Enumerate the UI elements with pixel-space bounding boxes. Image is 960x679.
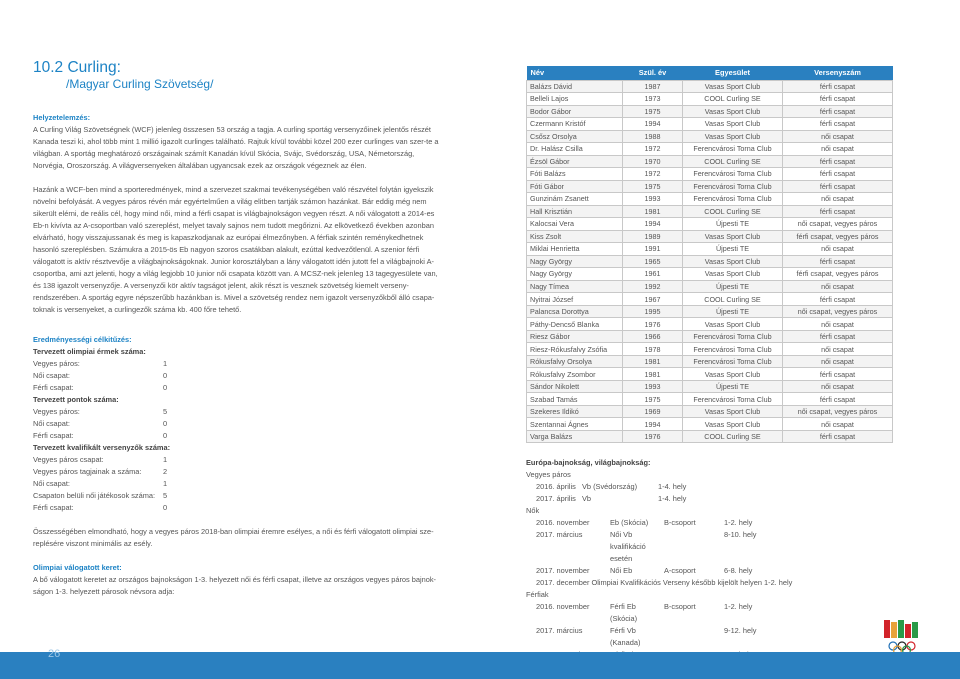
cell-club: Vasas Sport Club xyxy=(683,405,783,418)
kv-label: Női csapat: xyxy=(33,479,70,488)
cell-birth-year: 1976 xyxy=(623,430,683,443)
col-header-name: Név xyxy=(527,66,623,80)
result-cell: Női Eb xyxy=(610,566,633,575)
cell-club: Ferencvárosi Torna Club xyxy=(683,180,783,193)
cell-event: férfi csapat xyxy=(783,180,893,193)
table-row xyxy=(527,80,893,93)
table-header-row xyxy=(527,66,893,80)
cell-name: Sándor Nikolett xyxy=(527,380,623,393)
cell-club: Vasas Sport Club xyxy=(683,368,783,381)
cell-event: női csapat xyxy=(783,343,893,356)
cell-event: női csapat xyxy=(783,355,893,368)
cell-event: női csapat xyxy=(783,380,893,393)
cell-club: Vasas Sport Club xyxy=(683,255,783,268)
cell-birth-year: 1961 xyxy=(623,268,683,281)
cell-club: Vasas Sport Club xyxy=(683,80,783,93)
table-row xyxy=(527,168,893,181)
cell-name: Bodor Gábor xyxy=(527,105,623,118)
cell-name: Fóti Balázs xyxy=(527,168,623,181)
cell-name: Nagy György xyxy=(527,268,623,281)
kv-label: Vegyes páros: xyxy=(33,359,80,368)
col-header-club: Egyesület xyxy=(683,66,783,80)
kv-label: Férfi csapat: xyxy=(33,431,74,440)
cell-event: női csapat xyxy=(783,318,893,331)
result-cell: 2016. november xyxy=(536,518,590,527)
cell-event: férfi csapat xyxy=(783,80,893,93)
kv-value: 5 xyxy=(163,407,168,416)
cell-name: Fóti Gábor xyxy=(527,180,623,193)
cell-club: Újpesti TE xyxy=(683,280,783,293)
roster-table-wrapper xyxy=(526,66,892,443)
cell-birth-year: 1976 xyxy=(623,318,683,331)
cell-event: férfi csapat xyxy=(783,293,893,306)
cell-event: férfi csapat xyxy=(783,168,893,181)
table-row xyxy=(527,255,893,268)
kv-row xyxy=(33,382,441,394)
kv-row xyxy=(33,430,441,442)
cell-event: női csapat xyxy=(783,193,893,206)
cell-birth-year: 1966 xyxy=(623,330,683,343)
cell-club: Újpesti TE xyxy=(683,305,783,318)
footer-bar xyxy=(0,652,960,679)
table-row xyxy=(527,193,893,206)
result-row xyxy=(526,625,826,649)
intro-paragraph-2: Hazánk a WCF-ben mind a sporteredmények, mind a szervezet szakmai tevékenységében való részvétel folytán igyekszik növelni befolyását. A vegyes páros révén már egyértelműen a világ elitben tartják számon hazánkat. Bár eddig még nem sikerült elérni, de reális cél, hogy mind női, mind a férfi csapat is világbajnokságon vegyen részt. A női válogatott a 2014-es Eb-n kivívta az A-csoportban való szereplést, melyet tavaly sajnos nem tudott megőrizni. Az elkövetkező években azonban elvárható, hogy visszajussanak és meg is kapaszkodjanak az európai élmezőnyben. A férfiak szintén reménykedhetnek hasonló szereplésben. Számukra a 2015-ös Eb nagyon szoros csatákban alakult, ezúttal kedvezőtlenül. A szenior férfi válogatott is aktív résztvevője a világbajnokságoknak. Junior korosztályban a lány válogatott idén jutott fel a világbajnoki A-csoportba, ami azt jelenti, hogy a világ legjobb 10 junior női csapata között van. A MCSZ-nek jelenleg 13 tagegyesülete van, és 138 igazolt versenyzője. A versenyzői kör aktív tagságot jelent, akik részt is vesznek szövetség kiemelt verseny-rendszerében. A sportág egyre népszerűbb hazánkban is. Mivel a szövetség rendez nem igazolt versenyzőkből álló csapa-toknak is versenyeket, a curlingezők száma kb. 400 főre tehető. xyxy=(33,185,438,314)
table-row xyxy=(527,243,893,256)
mixed-results xyxy=(526,481,826,505)
cell-club: Ferencvárosi Torna Club xyxy=(683,330,783,343)
cell-birth-year: 1992 xyxy=(623,280,683,293)
cell-name: Riesz Gábor xyxy=(527,330,623,343)
result-cell: Eb (Skócia) xyxy=(610,518,649,527)
col-header-event: Versenyszám xyxy=(783,66,893,80)
cell-event: férfi csapat, vegyes páros xyxy=(783,230,893,243)
kv-label: Női csapat: xyxy=(33,419,70,428)
cell-club: COOL Curling SE xyxy=(683,293,783,306)
cell-birth-year: 1994 xyxy=(623,118,683,131)
cell-name: Riesz-Rókusfalvy Zsófia xyxy=(527,343,623,356)
cell-event: férfi csapat xyxy=(783,155,893,168)
cell-event: férfi csapat xyxy=(783,430,893,443)
points-list xyxy=(33,406,441,442)
table-row xyxy=(527,343,893,356)
table-row xyxy=(527,105,893,118)
result-cell: 1-4. hely xyxy=(658,494,687,503)
table-row xyxy=(527,405,893,418)
cell-event: férfi csapat, vegyes páros xyxy=(783,268,893,281)
table-row xyxy=(527,393,893,406)
kv-row xyxy=(33,454,441,466)
result-cell xyxy=(664,625,724,649)
kv-label: Vegyes páros csapat: xyxy=(33,455,104,464)
result-cell: Vb xyxy=(582,494,592,503)
cell-name: Kalocsai Vera xyxy=(527,218,623,231)
cell-event: férfi csapat xyxy=(783,93,893,106)
result-cell: 2016. november xyxy=(536,602,590,611)
cell-club: COOL Curling SE xyxy=(683,205,783,218)
cell-club: Vasas Sport Club xyxy=(683,118,783,131)
cell-name: Szabad Tamás xyxy=(527,393,623,406)
cell-birth-year: 1970 xyxy=(623,155,683,168)
cell-event: női csapat xyxy=(783,243,893,256)
table-row xyxy=(527,218,893,231)
logo-flag-green xyxy=(898,620,904,638)
cell-name: Miklai Henrietta xyxy=(527,243,623,256)
cell-event: női csapat xyxy=(783,143,893,156)
cell-birth-year: 1981 xyxy=(623,205,683,218)
kv-row xyxy=(33,502,441,514)
table-row xyxy=(527,230,893,243)
logo-flag-gold xyxy=(891,622,897,638)
kv-value: 1 xyxy=(163,455,168,464)
table-row xyxy=(527,268,893,281)
cell-club: Ferencvárosi Torna Club xyxy=(683,343,783,356)
cell-name: Nagy Tímea xyxy=(527,280,623,293)
kv-row xyxy=(33,370,441,382)
result-cell: 9-12. hely xyxy=(724,626,757,635)
kv-label: Férfi csapat: xyxy=(33,503,74,512)
women-results xyxy=(526,517,826,577)
kv-row xyxy=(33,406,441,418)
result-row xyxy=(526,517,826,529)
result-row xyxy=(526,601,826,625)
kv-row xyxy=(33,418,441,430)
cell-event: női csapat, vegyes páros xyxy=(783,218,893,231)
cell-name: Varga Balázs xyxy=(527,430,623,443)
kv-value: 0 xyxy=(163,503,168,512)
kv-value: 0 xyxy=(163,431,168,440)
result-cell: Férfi Vb (Kanada) xyxy=(610,626,641,647)
cell-club: Ferencvárosi Torna Club xyxy=(683,168,783,181)
result-cell xyxy=(664,529,724,565)
cell-name: Rókusfalvy Orsolya xyxy=(527,355,623,368)
table-row xyxy=(527,380,893,393)
table-row xyxy=(527,280,893,293)
results-section xyxy=(526,457,826,673)
kv-row xyxy=(33,358,441,370)
cell-club: Újpesti TE xyxy=(683,380,783,393)
table-row xyxy=(527,118,893,131)
women-olympic: 2017. december Olimpiai Kvalifikációs Verseny később kijelölt helyen 1-2. hely xyxy=(536,578,793,587)
cell-name: Balázs Dávid xyxy=(527,80,623,93)
cell-birth-year: 1995 xyxy=(623,305,683,318)
cell-club: Ferencvárosi Torna Club xyxy=(683,193,783,206)
kv-label: Csapaton belüli női játékosok száma: xyxy=(33,491,156,500)
cell-birth-year: 1967 xyxy=(623,293,683,306)
result-cell: Vb (Svédország) xyxy=(582,482,638,491)
table-row xyxy=(527,293,893,306)
logo-flag-green-2 xyxy=(912,622,918,638)
cell-event: férfi csapat xyxy=(783,255,893,268)
cell-birth-year: 1972 xyxy=(623,143,683,156)
cell-name: Kiss Zsolt xyxy=(527,230,623,243)
cell-club: Újpesti TE xyxy=(683,218,783,231)
logo-flag-red xyxy=(884,620,890,638)
cell-birth-year: 1994 xyxy=(623,218,683,231)
result-cell: 1-2. hely xyxy=(724,518,753,527)
cell-club: Vasas Sport Club xyxy=(683,130,783,143)
cell-event: férfi csapat xyxy=(783,105,893,118)
cell-name: Nyitrai József xyxy=(527,293,623,306)
cell-event: női csapat, vegyes páros xyxy=(783,305,893,318)
cell-birth-year: 1988 xyxy=(623,130,683,143)
result-cell: 6-8. hely xyxy=(724,566,753,575)
cell-event: férfi csapat xyxy=(783,205,893,218)
cell-birth-year: 1981 xyxy=(623,355,683,368)
kv-value: 0 xyxy=(163,371,168,380)
cell-event: női csapat xyxy=(783,280,893,293)
results-heading: Európa-bajnokság, világbajnokság: xyxy=(526,458,651,467)
kv-label: Vegyes páros: xyxy=(33,407,80,416)
athletes-heading: Tervezett kvalifikált versenyzők száma: xyxy=(33,443,171,452)
result-cell: Férfi Eb (Skócia) xyxy=(610,602,638,623)
kv-row xyxy=(33,466,441,478)
cell-name: Gunzinám Zsanett xyxy=(527,193,623,206)
result-cell: 8-10. hely xyxy=(724,530,757,539)
cell-name: Ézsöl Gábor xyxy=(527,155,623,168)
cell-name: Hall Krisztián xyxy=(527,205,623,218)
athletes-list xyxy=(33,454,441,514)
cell-name: Czermann Kristóf xyxy=(527,118,623,131)
table-row xyxy=(527,143,893,156)
cell-name: Páthy-Dencső Blanka xyxy=(527,318,623,331)
mixed-label: Vegyes páros xyxy=(526,470,571,479)
kv-label: Férfi csapat: xyxy=(33,383,74,392)
kv-row xyxy=(33,478,441,490)
table-row xyxy=(527,305,893,318)
goals-heading: Eredményességi célkitűzés: xyxy=(33,335,132,344)
table-body xyxy=(527,80,893,443)
cell-club: COOL Curling SE xyxy=(683,430,783,443)
cell-event: férfi csapat xyxy=(783,393,893,406)
cell-birth-year: 1978 xyxy=(623,343,683,356)
cell-club: Ferencvárosi Torna Club xyxy=(683,355,783,368)
cell-birth-year: 1994 xyxy=(623,418,683,431)
table-row xyxy=(527,205,893,218)
kv-value: 1 xyxy=(163,479,168,488)
cell-name: Szentannai Ágnes xyxy=(527,418,623,431)
result-cell: 2017. április xyxy=(536,494,576,503)
cell-birth-year: 1969 xyxy=(623,405,683,418)
col-header-birth-year: Szül. év xyxy=(623,66,683,80)
points-heading: Tervezett pontok száma: xyxy=(33,395,119,404)
result-cell: Női Vb kvalifikáció esetén xyxy=(610,530,646,563)
result-row xyxy=(526,529,826,565)
cell-club: Vasas Sport Club xyxy=(683,418,783,431)
cell-birth-year: 1975 xyxy=(623,180,683,193)
cell-birth-year: 1987 xyxy=(623,80,683,93)
left-column xyxy=(33,60,441,598)
cell-birth-year: 1972 xyxy=(623,168,683,181)
result-cell: 2017. november xyxy=(536,566,590,575)
table-row xyxy=(527,330,893,343)
squad-heading: Olimpiai válogatott keret: xyxy=(33,563,122,572)
cell-club: Ferencvárosi Torna Club xyxy=(683,393,783,406)
table-row xyxy=(527,155,893,168)
roster-table xyxy=(526,66,893,443)
result-row xyxy=(526,481,826,493)
table-row xyxy=(527,355,893,368)
intro-paragraph-1: A Curling Világ Szövetségnek (WCF) jelenleg összesen 53 ország a tagja. A curling sportág versenyzőinek jelentős részét Kanada teszi ki, ahol több mint 1 millió igazolt curlinges található. Rajtuk kívül további közel 200 ezer curlinges van szer-te a világban. A sportág meghatározó országainak számít Kanadán kívül Skócia, Svájc, Svédország, USA, Németország, Norvégia, Oroszország. A világversenyeken általában ugyancsak ezek az országok végeznek az élen. xyxy=(33,125,439,170)
cell-birth-year: 1991 xyxy=(623,243,683,256)
kv-value: 0 xyxy=(163,383,168,392)
result-cell: 1-2. hely xyxy=(724,602,753,611)
cell-birth-year: 1975 xyxy=(623,105,683,118)
kv-value: 5 xyxy=(163,491,168,500)
cell-name: Belleli Lajos xyxy=(527,93,623,106)
cell-club: Vasas Sport Club xyxy=(683,105,783,118)
cell-birth-year: 1981 xyxy=(623,368,683,381)
kv-value: 2 xyxy=(163,467,168,476)
cell-birth-year: 1975 xyxy=(623,393,683,406)
cell-name: Palancsa Dorottya xyxy=(527,305,623,318)
squad-text: A bő válogatott keretet az országos bajnokságon 1-3. helyezett női és férfi csapat, illetve az országos vegyes páros bajnok-ságon 1-3. helyezett párosok névsora adja: xyxy=(33,575,437,596)
logo-flag-red-2 xyxy=(905,624,911,638)
kv-row xyxy=(33,490,441,502)
cell-club: Vasas Sport Club xyxy=(683,268,783,281)
cell-birth-year: 1973 xyxy=(623,93,683,106)
page-title: 10.2 Curling: xyxy=(33,59,121,76)
table-row xyxy=(527,318,893,331)
result-cell: 2017. március xyxy=(536,626,583,635)
table-row xyxy=(527,130,893,143)
cell-club: COOL Curling SE xyxy=(683,93,783,106)
page-number: 26 xyxy=(48,648,61,660)
result-cell: 1-4. hely xyxy=(658,482,687,491)
kv-value: 1 xyxy=(163,359,168,368)
table-row xyxy=(527,368,893,381)
cell-club: Vasas Sport Club xyxy=(683,230,783,243)
cell-club: COOL Curling SE xyxy=(683,155,783,168)
page-subtitle: /Magyar Curling Szövetség/ xyxy=(66,77,214,91)
cell-name: Szekeres Ildikó xyxy=(527,405,623,418)
cell-event: női csapat xyxy=(783,418,893,431)
cell-name: Csősz Orsolya xyxy=(527,130,623,143)
cell-birth-year: 1965 xyxy=(623,255,683,268)
kv-label: Vegyes páros tagjainak a száma: xyxy=(33,467,142,476)
goals-summary: Összességében elmondható, hogy a vegyes páros 2018-ban olimpiai éremre esélyes, a női és férfi válogatott olimpiai sze-replésére viszont minimális az esély. xyxy=(33,527,434,548)
cell-birth-year: 1993 xyxy=(623,380,683,393)
medals-list xyxy=(33,358,441,394)
cell-club: Vasas Sport Club xyxy=(683,318,783,331)
medals-heading: Tervezett olimpiai érmek száma: xyxy=(33,347,146,356)
cell-birth-year: 1993 xyxy=(623,193,683,206)
cell-event: női csapat xyxy=(783,130,893,143)
cell-name: Dr. Halász Csilla xyxy=(527,143,623,156)
cell-name: Nagy György xyxy=(527,255,623,268)
result-row xyxy=(526,493,826,505)
result-cell: B-csoport xyxy=(664,518,696,527)
table-row xyxy=(527,180,893,193)
result-cell: A-csoport xyxy=(664,566,696,575)
cell-club: Ferencvárosi Torna Club xyxy=(683,143,783,156)
cell-event: férfi csapat xyxy=(783,368,893,381)
cell-name: Rókusfalvy Zsombor xyxy=(527,368,623,381)
intro-heading: Helyzetelemzés: xyxy=(33,113,91,122)
cell-event: férfi csapat xyxy=(783,330,893,343)
table-row xyxy=(527,430,893,443)
cell-birth-year: 1989 xyxy=(623,230,683,243)
men-label: Férfiak xyxy=(526,590,549,599)
table-row xyxy=(527,93,893,106)
result-cell: 2016. április xyxy=(536,482,576,491)
cell-event: férfi csapat xyxy=(783,118,893,131)
result-row xyxy=(526,565,826,577)
cell-event: női csapat, vegyes páros xyxy=(783,405,893,418)
result-cell: B-csoport xyxy=(664,602,696,611)
table-row xyxy=(527,418,893,431)
kv-label: Női csapat: xyxy=(33,371,70,380)
result-cell: 2017. március xyxy=(536,530,583,539)
women-label: Nők xyxy=(526,506,540,515)
cell-club: Újpesti TE xyxy=(683,243,783,256)
kv-value: 0 xyxy=(163,419,168,428)
